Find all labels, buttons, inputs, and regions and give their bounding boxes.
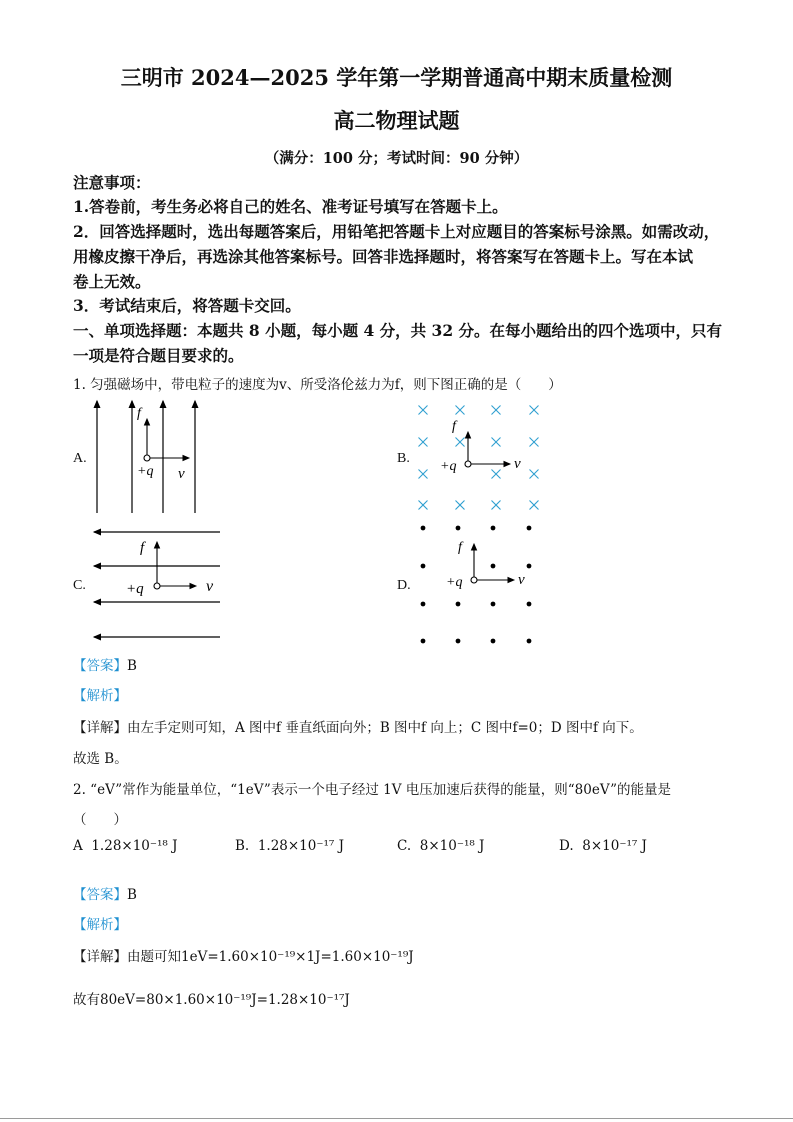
dot-mark [421, 564, 426, 569]
answer-tag: 【答案】 [73, 658, 127, 674]
figure-c [88, 522, 223, 647]
option-a-value: 1.28×10⁻¹⁸ J [91, 838, 178, 854]
option-c-value: 8×10⁻¹⁸ J [419, 838, 485, 854]
question-2-stem-line-2: （ ） [73, 812, 127, 828]
force-label: f [137, 406, 141, 421]
q2-option-d [559, 838, 647, 854]
exam-info: （满分：100 分；考试时间：90 分钟） [264, 150, 529, 167]
note-item-3: 3．考试结束后，将答题卡交回。 [73, 296, 301, 315]
dot-mark [491, 639, 496, 644]
section-heading-line-1: 一、单项选择题：本题共 8 小题，每小题 4 分，共 32 分。在每小题给出的四个选项中，只有 [73, 321, 723, 340]
charge-label: +q [446, 575, 463, 590]
figure-d [410, 520, 550, 650]
dot-mark [527, 602, 532, 607]
q2-detail [73, 945, 414, 965]
charge-label: +q [137, 464, 154, 479]
cross-mark [492, 470, 501, 479]
cross-mark [530, 501, 539, 510]
dot-mark [491, 526, 496, 531]
charge-label: +q [440, 459, 457, 474]
charge-particle [465, 461, 471, 467]
dot-mark [456, 526, 461, 531]
dot-mark [527, 639, 532, 644]
detail-text: 由题可知1eV=1.60×10⁻¹⁹×1J=1.60×10⁻¹⁹J [127, 949, 414, 965]
charge-particle [154, 583, 160, 589]
field-dots [421, 526, 532, 644]
detail-tag: 【详解】 [73, 949, 127, 965]
dot-mark [527, 564, 532, 569]
option-d-value: 8×10⁻¹⁷ J [582, 838, 647, 854]
cross-mark [456, 406, 465, 415]
force-label: f [452, 419, 456, 434]
q1-analysis-tag: 【解析】 [73, 688, 127, 704]
option-a-label: A [73, 838, 83, 854]
option-a-label: A. [73, 451, 87, 466]
page-subtitle: 高二物理试题 [333, 108, 460, 133]
cross-mark [530, 406, 539, 415]
cross-mark [419, 406, 428, 415]
page-bottom-rule [0, 1118, 793, 1119]
velocity-label: v [518, 572, 525, 588]
option-c-label: C. [73, 578, 86, 593]
q1-detail [73, 716, 643, 736]
cross-mark [419, 470, 428, 479]
option-b-label: B. [235, 838, 250, 854]
force-label: f [140, 540, 145, 556]
cross-mark [492, 501, 501, 510]
velocity-label: v [206, 578, 214, 595]
figure-a [85, 393, 210, 518]
note-item-2-line-3: 卷上无效。 [73, 272, 151, 291]
option-d-label: D. [397, 578, 411, 593]
dot-mark [491, 602, 496, 607]
q2-option-b [235, 838, 344, 854]
question-2-stem-line-1: 2. “eV”常作为能量单位，“1eV”表示一个电子经过 1V 电压加速后获得的能量，则“80eV”的能量是 [73, 782, 671, 798]
q1-conclusion: 故选 B。 [73, 751, 128, 767]
dot-mark [421, 602, 426, 607]
dot-mark [421, 526, 426, 531]
dot-mark [491, 564, 496, 569]
option-d-label: D. [559, 838, 574, 854]
detail-tag: 【详解】 [73, 720, 127, 736]
q2-analysis-tag: 【解析】 [73, 917, 127, 933]
answer-tag: 【答案】 [73, 887, 127, 903]
detail-text: 由左手定则可知，A 图中f 垂直纸面向外；B 图中f 向上；C 图中f=0；D 图中f 向下。 [127, 720, 643, 736]
charge-particle [471, 577, 477, 583]
note-item-2-line-1: 2．回答选择题时，选出每题答案后，用铅笔把答题卡上对应题目的答案标号涂黑。如需改动， [73, 222, 720, 241]
notes-heading: 注意事项： [73, 173, 151, 192]
q2-option-c [397, 838, 484, 854]
force-label: f [458, 540, 462, 555]
figure-b [410, 398, 550, 518]
cross-mark [419, 438, 428, 447]
q2-option-a [73, 838, 178, 854]
charge-label: +q [126, 581, 144, 597]
option-b-label: B. [397, 451, 410, 466]
note-item-1: 1.答卷前，考生务必将自己的姓名、准考证号填写在答题卡上。 [73, 197, 508, 216]
dot-mark [456, 602, 461, 607]
note-item-2-line-2: 用橡皮擦干净后，再选涂其他答案标号。回答非选择题时，将答案写在答题卡上。写在本试 [73, 247, 694, 266]
cross-mark [530, 470, 539, 479]
option-c-label: C. [397, 838, 412, 854]
option-b-value: 1.28×10⁻¹⁷ J [257, 838, 345, 854]
answer-value: B [127, 658, 137, 674]
page-title: 三明市 2024—2025 学年第一学期普通高中期末质量检测 [120, 65, 673, 90]
dot-mark [527, 526, 532, 531]
section-heading-line-2: 一项是符合题目要求的。 [73, 346, 244, 365]
cross-mark [530, 438, 539, 447]
cross-mark [456, 501, 465, 510]
answer-value: B [127, 887, 137, 903]
velocity-label: v [514, 456, 521, 472]
dot-mark [456, 639, 461, 644]
q1-answer [73, 654, 137, 674]
cross-mark [492, 438, 501, 447]
q2-answer [73, 883, 137, 903]
cross-mark [419, 501, 428, 510]
cross-mark [456, 438, 465, 447]
question-1-stem: 1. 匀强磁场中，带电粒子的速度为v、所受洛伦兹力为f，则下图正确的是（ ） [73, 377, 562, 393]
velocity-label: v [178, 466, 185, 482]
q2-conclusion: 故有80eV=80×1.60×10⁻¹⁹J=1.28×10⁻¹⁷J [73, 992, 350, 1008]
charge-particle [144, 455, 150, 461]
cross-mark [492, 406, 501, 415]
dot-mark [421, 639, 426, 644]
